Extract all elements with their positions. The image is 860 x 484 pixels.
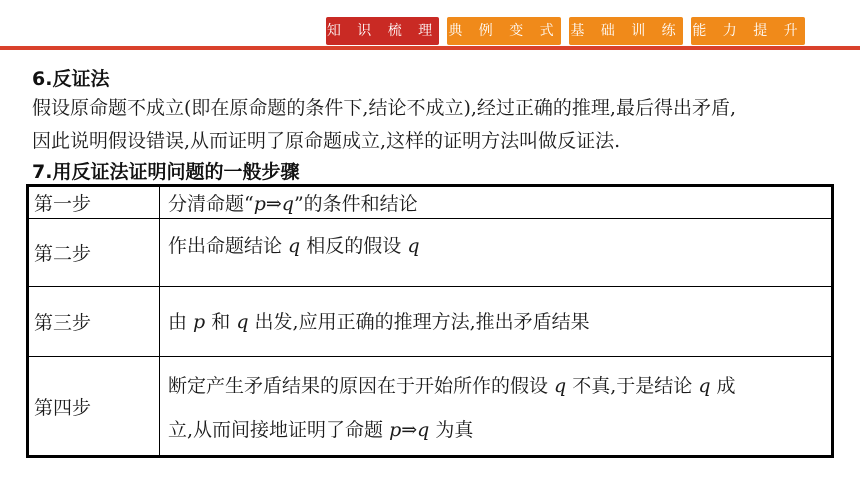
var-q: q: [236, 311, 249, 333]
content-line: [168, 375, 823, 397]
table-row: [28, 357, 833, 457]
step-label: 第四步: [28, 357, 160, 457]
table-row: [28, 219, 833, 287]
content-text: 相反的假设: [300, 235, 408, 257]
content-text: 作出命题结论: [168, 235, 289, 257]
var-q: q: [554, 375, 567, 397]
section-6-line-1: 假设原命题不成立(即在原命题的条件下,结论不成立),经过正确的推理,最后得出矛盾,: [32, 97, 736, 119]
section-7-title: 7.用反证法证明问题的一般步骤: [32, 161, 300, 183]
section-6-line-2: 因此说明假设错误,从而证明了原命题成立,这样的证明方法叫做反证法.: [32, 130, 621, 152]
step-content: [160, 287, 833, 357]
section-6-title: 6.反证法: [32, 68, 110, 90]
var-q: q: [407, 235, 420, 257]
content-line: [168, 419, 823, 441]
var-q: q: [698, 375, 711, 397]
content-text: 分清命题“: [168, 193, 254, 215]
var-q: q: [288, 235, 301, 257]
content-text: 断定产生矛盾结果的原因在于开始所作的假设: [168, 375, 555, 397]
content-text: 成: [710, 375, 736, 397]
step-label: 第三步: [28, 287, 160, 357]
content-text: 为真: [429, 419, 474, 441]
content-text: 和: [205, 311, 237, 333]
proposition-p-implies-q: p⇒q: [253, 193, 294, 215]
content-text: 立,从而间接地证明了命题: [168, 419, 390, 441]
header-divider: [0, 46, 860, 50]
table-row: [28, 287, 833, 357]
step-content: [160, 219, 833, 287]
tab-knowledge-summary[interactable]: 知 识 梳 理: [326, 17, 439, 45]
nav-tabs: [326, 17, 805, 45]
content-text: 不真,于是结论: [566, 375, 699, 397]
content-text: 出发,应用正确的推理方法,推出矛盾结果: [248, 311, 590, 333]
tab-basic-training[interactable]: 基 础 训 练: [569, 17, 683, 45]
steps-table: [26, 184, 834, 458]
tab-typical-examples[interactable]: 典 例 变 式: [447, 17, 561, 45]
step-label: 第二步: [28, 219, 160, 287]
tab-ability-improvement[interactable]: 能 力 提 升: [691, 17, 805, 45]
content-text: 由: [168, 311, 194, 333]
var-p: p: [193, 311, 206, 333]
table-row: [28, 186, 833, 219]
step-content: [160, 357, 833, 457]
content-text: ”的条件和结论: [293, 193, 418, 215]
step-content: [160, 186, 833, 219]
step-label: 第一步: [28, 186, 160, 219]
proposition-p-implies-q: p⇒q: [389, 419, 430, 441]
